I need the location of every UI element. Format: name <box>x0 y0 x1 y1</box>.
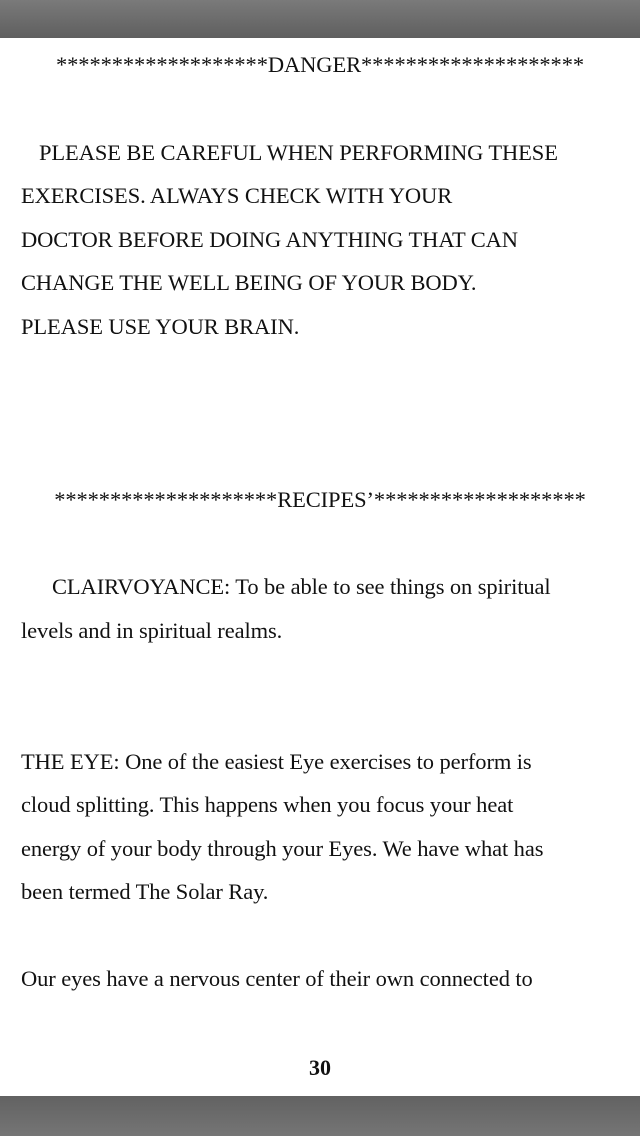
eyes-paragraph-line: Our eyes have a nervous center of their own connected to <box>21 966 533 991</box>
recipes-header: ********************RECIPES’******************* <box>54 487 586 512</box>
book-page <box>0 38 640 1096</box>
clairvoyance-line-1: CLAIRVOYANCE: To be able to see things on spiritual <box>52 574 551 599</box>
top-reader-bar <box>0 0 640 38</box>
page-number: 30 <box>309 1055 331 1080</box>
bottom-reader-bar <box>0 1096 640 1136</box>
eye-line-3: energy of your body through your Eyes. We have what has <box>21 836 544 861</box>
danger-header: *******************DANGER******************** <box>56 52 584 77</box>
clairvoyance-line-2: levels and in spiritual realms. <box>21 618 283 643</box>
eye-line-1: THE EYE: One of the easiest Eye exercises to perform is <box>21 749 532 774</box>
danger-line-3: DOCTOR BEFORE DOING ANYTHING THAT CAN <box>21 227 518 252</box>
danger-line-5: PLEASE USE YOUR BRAIN. <box>21 314 300 339</box>
eye-line-4: been termed The Solar Ray. <box>21 879 269 904</box>
danger-line-2: EXERCISES. ALWAYS CHECK WITH YOUR <box>21 183 453 208</box>
eye-line-2: cloud splitting. This happens when you focus your heat <box>21 792 514 817</box>
danger-line-4: CHANGE THE WELL BEING OF YOUR BODY. <box>21 270 477 295</box>
danger-line-1: PLEASE BE CAREFUL WHEN PERFORMING THESE <box>39 140 558 165</box>
